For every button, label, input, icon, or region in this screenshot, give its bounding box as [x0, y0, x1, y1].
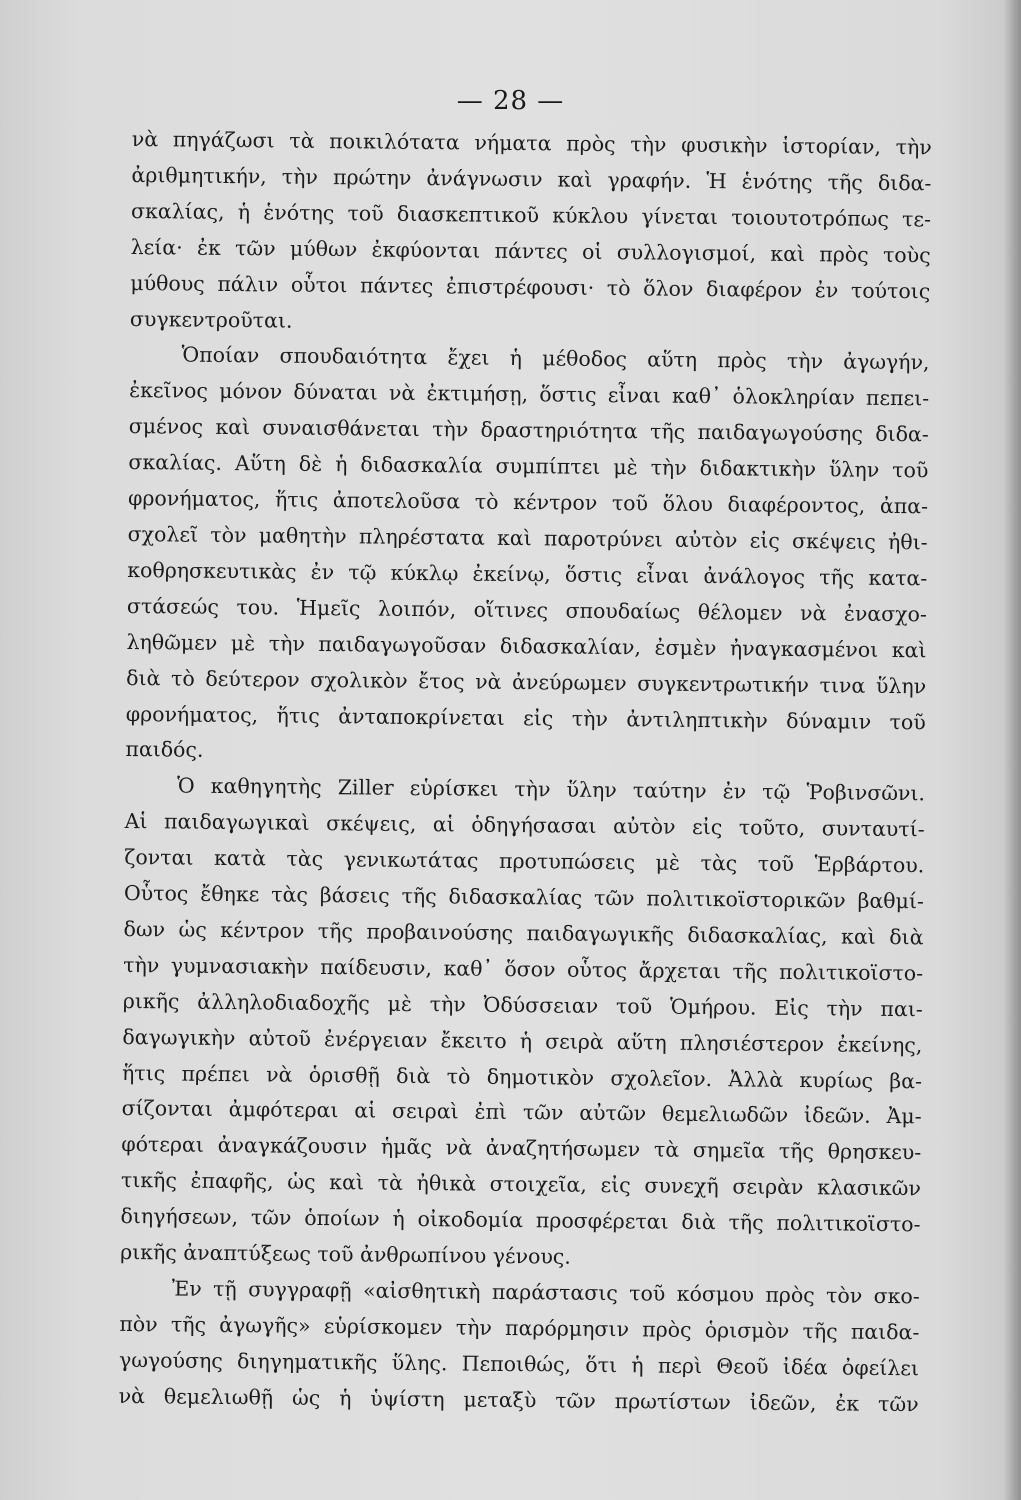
text-line: σκαλίας. Αὕτη δὲ ἡ διδασκαλία συμπίπτει μὲ τὴν διδακτικὴν ὕλην τοῦ [128, 450, 929, 483]
paragraph [130, 122, 932, 346]
text-line: σχολεῖ τὸν μαθητὴν πληρέστατα καὶ παροτρύνει αὐτὸν εἰς σκέψεις ἠθι- [127, 521, 928, 555]
text-line: νὰ θεμελιωθῇ ὡς ἡ ὑψίστη μεταξὺ τῶν πρωτίστων ἰδεῶν, ἐκ τῶν [118, 1383, 919, 1417]
text-line: φρονήματος, ἥτις ἀνταποκρίνεται εἰς τὴν ἀντιληπτικὴν δύναμιν τοῦ [125, 701, 926, 734]
text-line: Ὁποίαν σπουδαιότητα ἔχει ἡ μέθοδος αὕτη πρὸς τὴν ἀγωγήν, [181, 342, 930, 375]
text-line: Ὁ καθηγητὴς Ziller εὑρίσκει τὴν ὕλην ταύτην ἐν τῷ Ῥοβινσῶνι. [176, 773, 926, 806]
page-edge-shadow [1003, 0, 1021, 1500]
text-line: τικῆς ἐπαφῆς, ὡς καὶ τὰ ἠθικὰ στοιχεῖα, εἰς συνεχῆ σειρὰν κλασικῶν [120, 1168, 921, 1201]
text-line: διὰ τὸ δεύτερον σχολικὸν ἔτος νὰ ἀνεύρωμεν συγκεντρωτικήν τινα ὕλην [126, 665, 927, 698]
text-line: δαγωγικὴν αὐτοῦ ἐνέργειαν ἔκειτο ἡ σειρὰ αὕτη πλησιέστερον ἐκείνης, [122, 1024, 923, 1057]
text-line: Οὗτος ἔθηκε τὰς βάσεις τῆς διδασκαλίας τῶν πολιτικοϊστορικῶν βαθμί- [123, 880, 925, 914]
text-line: ρικῆς ἀλληλοδιαδοχῆς μὲ τὴν Ὀδύσσειαν τοῦ Ὁμήρου. Εἰς τὴν παι- [122, 988, 923, 1022]
paragraph [118, 1271, 919, 1423]
text-line: σμένος καὶ συναισθάνεται τὴν δραστηριότητα τῆς παιδαγωγούσης διδα- [128, 414, 929, 447]
text-line: μύθους πάλιν οὗτοι πάντες ἐπιστρέφουσι· τὸ ὅλον διαφέρον ἐν τούτοις [130, 270, 931, 303]
text-line: σκαλίας, ἡ ἑνότης τοῦ διασκεπτικοῦ κύκλου γίνεται τοιουτοτρόπως τε- [130, 198, 932, 232]
text-line: ζονται κατὰ τὰς γενικωτάτας προτυπώσεις μὲ τὰς τοῦ Ἑρβάρτου. [124, 845, 925, 878]
text-line: ρικῆς ἀναπτύξεως τοῦ ἀνθρωπίνου γένους. [120, 1240, 572, 1269]
text-line: στάσεώς του. Ἡμεῖς λοιπόν, οἵτινες σπουδαίως θέλομεν νὰ ἐνασχο- [126, 593, 928, 627]
text-line: λεία· ἐκ τῶν μύθων ἐκφύονται πάντες οἱ συλλογισμοί, καὶ πρὸς τοὺς [130, 234, 931, 268]
text-line: ληθῶμεν μὲ τὴν παιδαγωγοῦσαν διδασκαλίαν, ἐσμὲν ἠναγκασμένοι καὶ [126, 629, 927, 663]
text-line: συγκεντροῦται. [129, 306, 293, 333]
text-line: διηγήσεων, τῶν ὁποίων ἡ οἰκοδομία προσφέρεται διὰ τῆς πολιτικοϊστο- [120, 1204, 921, 1237]
paragraph [120, 768, 925, 1279]
text-line: νὰ πηγάζωσι τὰ ποικιλότατα νήματα πρὸς τὴν φυσικὴν ἱστορίαν, τὴν [131, 126, 932, 160]
page-number: — 28 — [456, 86, 565, 116]
text-line: φότεραι ἀναγκάζουσιν ἡμᾶς νὰ ἀναζητήσωμεν τὰ σημεῖα τῆς θρησκευ- [121, 1132, 922, 1165]
text-line: γωγούσης διηγηματικῆς ὕλης. Πεποιθώς, ὅτι ἡ περὶ Θεοῦ ἰδέα ὀφείλει [118, 1347, 920, 1381]
text-line: ἀριθμητικήν, τὴν πρώτην ἀνάγνωσιν καὶ γραφήν. Ἡ ἑνότης τῆς διδα- [131, 162, 932, 196]
text-line: δων ὡς κέντρον τῆς προβαινούσης παιδαγωγικῆς διδασκαλίας, καὶ διὰ [123, 916, 924, 950]
text-line: πὸν τῆς ἀγωγῆς» εὑρίσκομεν τὴν παρόρμησιν πρὸς ὁρισμὸν τῆς παιδα- [119, 1311, 920, 1345]
body-text [118, 122, 931, 1423]
text-line: τὴν γυμνασιακὴν παίδευσιν, καθ᾿ ὅσον οὗτος ἄρχεται τῆς πολιτικοϊστο- [123, 952, 924, 986]
text-line: σίζονται ἀμφότεραι αἱ σειραὶ ἐπὶ τῶν αὐτῶν θεμελιωδῶν ἰδεῶν. Ἀμ- [121, 1096, 922, 1129]
paragraph [125, 337, 929, 776]
text-line: κοθρησκευτικὰς ἐν τῷ κύκλῳ ἐκείνῳ, ὅστις εἶναι ἀνάλογος τῆς κατα- [127, 557, 928, 591]
text-line: ἐκεῖνος μόνον δύναται νὰ ἐκτιμήσῃ, ὅστις εἶναι καθ᾿ ὁλοκληρίαν πεπει- [129, 378, 930, 411]
text-line: παιδός. [125, 737, 204, 763]
text-line: Αἱ παιδαγωγικαὶ σκέψεις, αἱ ὁδηγήσασαι αὐτὸν εἰς τοῦτο, συνταυτί- [124, 809, 925, 842]
text-line: Ἐν τῇ συγγραφῇ «αἰσθητικὴ παράστασις τοῦ κόσμου πρὸς τὸν σκο- [171, 1276, 920, 1309]
text-line: ἥτις πρέπει νὰ ὁρισθῇ διὰ τὸ δημοτικὸν σχολεῖον. Ἀλλὰ κυρίως βα- [121, 1060, 923, 1093]
text-line: φρονήματος, ἥτις ἀποτελοῦσα τὸ κέντρον τοῦ ὅλου διαφέροντος, ἀπα- [127, 486, 929, 519]
